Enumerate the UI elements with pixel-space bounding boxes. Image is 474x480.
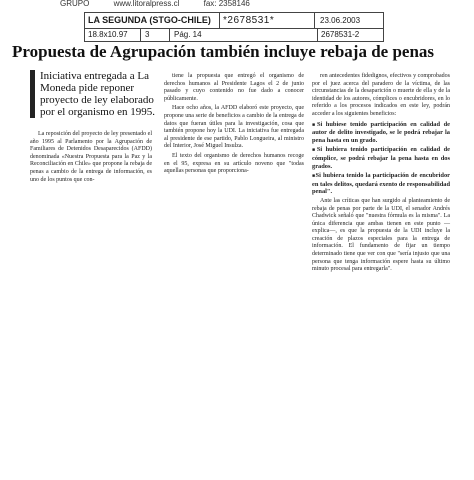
paragraph: Hace ocho años, la AFDD elaboró este proyecto, que propone una serie de beneficios a cambio de la entrega de datos que fueran útiles para la investigación, cosa que también propone hoy la UDI. La iniciativa fue entregada al presidente de ese partido, Pablo Longueira, al ministro del Interior, José Miguel Insulza. <box>164 105 304 150</box>
paragraph: La reposición del proyecto de ley presentado el año 1995 al Parlamento por la Agrupación de Familiares de Detenidos Desaparecidos (AFDD) denominada «Nuestra Propuesta para la Paz y la Reconciliación en Chile» que propone la rebaja de penas a cambio de la entrega de información, es uno de los puntos que con- <box>30 131 152 183</box>
bullet-item: ■ Si hubiera tenido la participación de encubridor en tales delitos, quedará exento de responsabilidad penal". <box>312 172 450 196</box>
clip-source: LA SEGUNDA (STGO-CHILE) <box>88 15 211 25</box>
article-headline: Propuesta de Agrupación también incluye rebaja de penas <box>12 42 435 61</box>
bullet-item: ■ Si hubiese tenido participación en calidad de autor de delito investigado, se le podrá rebajar la pena hasta en un grado. <box>312 121 450 145</box>
paragraph: tiene la propuesta que entregó el organismo de derechos humanos al Presidente Lagos el 2 de junio pasado y cuyo contenido no fue dado a conocer públicamente. <box>164 73 304 102</box>
clip-id: *2678531* <box>219 13 315 28</box>
publisher-fax: fax: 2358146 <box>203 0 250 8</box>
clipping-header-row-1 <box>85 13 383 29</box>
article-column-3 <box>312 73 450 276</box>
clipping-header-box <box>84 12 384 42</box>
clip-number: 3 <box>142 29 170 41</box>
paragraph: ren antecedentes fidedignos, efectivos y comprobados por el juez acerca del paradero de la víctima, de las circunstancias de la desaparición o muerte de ella y de la identidad de los autores, cómplices o encubridores, en lo referido a los procesos indicados en este ley, podrán acceder a los siguientes beneficios: <box>312 73 450 117</box>
article-column-2 <box>164 73 304 178</box>
bullet-item: ■ Si hubiera tenido participación en calidad de cómplice, se podrá rebajar la pena hasta en dos grados. <box>312 146 450 170</box>
clip-size: 18.8x10.97 <box>85 29 141 41</box>
article-column-1 <box>30 131 152 186</box>
clip-page: Pág. 14 <box>174 30 202 39</box>
clip-date: 23.06.2003 <box>320 16 361 25</box>
publisher-group: GRUPO <box>60 0 90 8</box>
article-deck: Iniciativa entregada a La Moneda pide reponer proyecto de ley elaborado por el organismo en 1995. <box>30 70 160 118</box>
clip-code: 2678531-2 <box>317 29 383 41</box>
paragraph: El texto del organismo de derechos humanos recoge en el 95, expresa en su artículo noveno que "todas aquellas personas que proporciona- <box>164 152 304 175</box>
clipping-header-row-2 <box>85 29 383 41</box>
top-strip <box>60 0 474 8</box>
paragraph: Ante las críticas que han surgido al planteamiento de rebaja de penas por parte de la UDI, el senador Andrés Chadwick señaló que "nuestra fórmula es la misma". La única diferencia que ambas tienen en este punto —explica—, es que la propuesta de la UDI incluye la creación de plazos especiales para la entrega de información. El fundamento de fijar un tiempo determinado tiene que ver con que "sería injusto que una persona que tenga información espere hasta su último minuto procesal para entregarla". <box>312 197 450 273</box>
publisher-site: www.litoralpress.cl <box>113 0 180 8</box>
